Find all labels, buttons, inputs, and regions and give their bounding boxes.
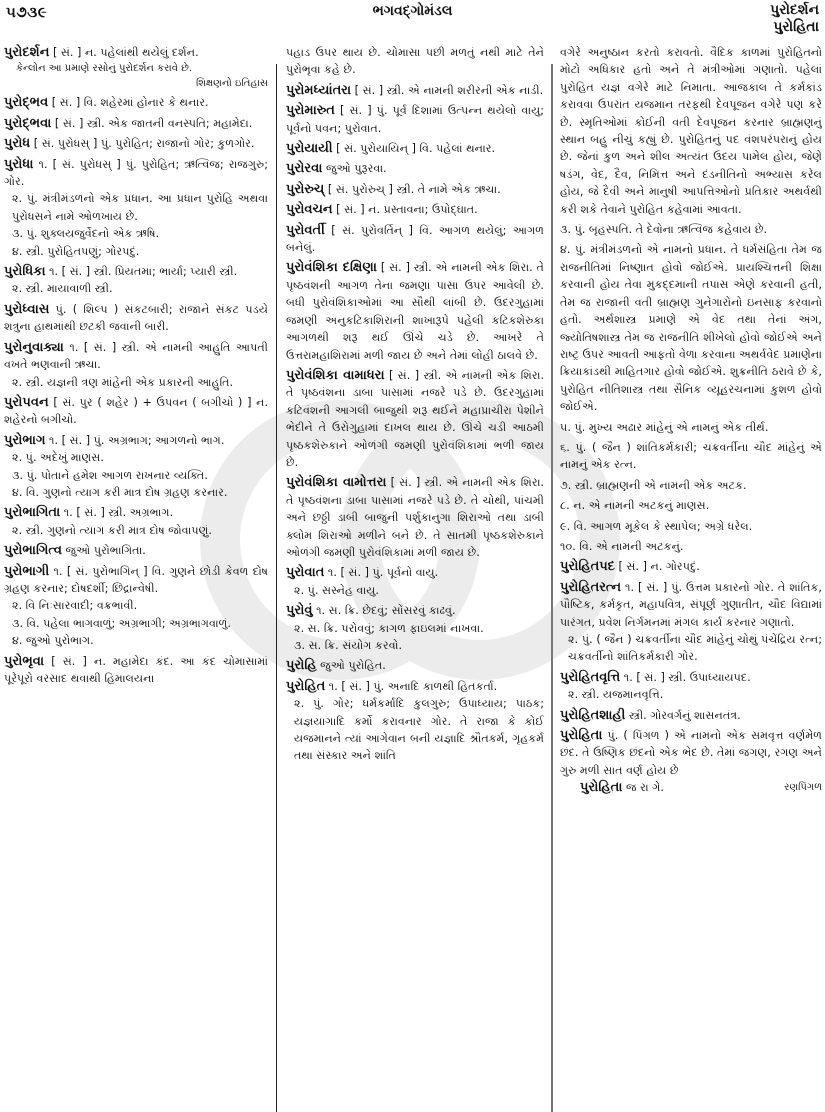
dictionary-entry bbox=[560, 669, 822, 704]
headword: પુરોહિતવૃત્તિ bbox=[560, 669, 621, 685]
headword: પુરોહિ bbox=[286, 658, 317, 674]
sense: ૨. પું. અદેખું માણસ. bbox=[12, 451, 104, 465]
headword: પુરોભૃવા bbox=[4, 653, 45, 669]
definition-text: જુઓ પુરોભાગિતા. bbox=[65, 544, 146, 558]
sense: ૨. સ્ત્રી. યજ્ઞની ત્રણ માંહેની એક પ્રકારની આહુતિ. bbox=[12, 375, 234, 389]
definition-text: ૧. [ સં. ] સ્ત્રી. પ્રિયતમા; ભાર્યા; પ્યારી સ્ત્રી. bbox=[49, 265, 238, 279]
entry-definition bbox=[286, 201, 544, 218]
headword: પુરોવચન bbox=[286, 202, 333, 218]
definition-text: [ સં. ] સ્ત્રી. એ નામની શરીરની એક નાડી. bbox=[354, 83, 544, 97]
headword: પુરોધ bbox=[4, 136, 31, 152]
dictionary-entry bbox=[286, 82, 544, 99]
entry-definition bbox=[286, 657, 544, 674]
sense: ૨. સ્ત્રી. ગુણનો ત્યાગ કરી માત્ર દોષ જોવાપણું. bbox=[12, 523, 212, 537]
definition-text: ૧. [ સં. પુરોભાગિન્ ] વિ. ગુણને છોડી કેવળ દોષ ગ્રહણ કરનાર; દોષદર્શી; છિદ્રાન્વેષી. bbox=[4, 564, 268, 595]
dictionary-entry bbox=[4, 542, 268, 559]
dictionary-entry bbox=[4, 432, 268, 502]
headword: પુરોવંશિકા વામાધરા bbox=[286, 367, 385, 383]
headword: પુરોવંશિકા દક્ષિણા bbox=[286, 260, 377, 276]
dictionary-entry bbox=[286, 259, 544, 363]
entry-definition bbox=[286, 102, 544, 137]
definition-text: સ્ત્રી. ગોરવર્ગનું શાસનતંત્ર. bbox=[628, 708, 741, 722]
sense: ૩. પું. પોતાને હમેશ આગળ રાખનાર વ્યક્તિ. bbox=[12, 468, 208, 482]
sense: ૨. સ્ત્રી. યજમાનવૃત્તિ. bbox=[568, 688, 664, 702]
sense: ૩. સ. ક્રિ. સંયોગ કરવો. bbox=[294, 639, 403, 652]
page-number: ૫૭૩૯ bbox=[6, 3, 48, 21]
sense: ૪. જુઓ પુરોભાગ. bbox=[12, 634, 94, 648]
entry-definition bbox=[286, 678, 544, 695]
headword: પુરોહિતા bbox=[560, 728, 603, 744]
entry-definition bbox=[4, 263, 268, 280]
definition-text: [ સં. ] સ્ત્રી. એ નામની એક શિરા. તે પૃષ્ઠવંશની આગળ તેના જમણા પાસા ઉપર આવેલી છે. બધી પુરોવંશિકાઓમાં આ સૌથી લાંબી છે. ઉદરગુહામાં જમણી અનુકટિકાશિરાની શાખારૂપે પહેલી કટિકશેરુકા આગળથી શરૂ થઈ ઊંચે ચડે છે. આખરે તે ઉત્તરામહાશિરામાં મળી જાય છે અને તેમાં લોહી ઠાલવે છે. bbox=[286, 261, 544, 362]
headword: પુરોભાગિતા bbox=[4, 505, 61, 521]
entry-definition bbox=[286, 367, 544, 471]
dictionary-entry bbox=[4, 301, 268, 336]
sense: ૩. વિ. પહેલા ભાગવાળું; અગ્રભાગી; અગ્રભાગવાળું. bbox=[12, 616, 231, 630]
sense: ૪. વિ. ગુણનો ત્યાગ કરી માત્ર દોષ ગ્રહણ કરનાર. bbox=[12, 485, 228, 499]
book-title: ભગવદ્ગોમંડલ bbox=[372, 3, 453, 19]
definition-text: ૧. [ સં. ] સ્ત્રી. ઉપાધ્યાયપદ. bbox=[623, 670, 751, 684]
definition-text: [ સં. ] ન. પહેલાંથી થયેલું દર્શન. bbox=[52, 46, 199, 59]
definition-text: [ સં. પુરોધસ્ ] પું. પુરોહિત; રાજાનો ગોર; કુળગોર. bbox=[33, 137, 255, 151]
dictionary-entry bbox=[286, 657, 544, 674]
dictionary-entry bbox=[4, 263, 268, 298]
definition-text: [ સં. ] વિ. શહેરમાં હોનાર કે થનાર. bbox=[51, 96, 209, 110]
verse-source: રણપિંગળ bbox=[784, 782, 822, 794]
entry-definition bbox=[4, 94, 268, 111]
definition-text: [ સં. ] ન. મહામેદા કંદ. આ કંદ ચોમાસામાં પૂરેપૂરો વરસાદ થવાથી હિમાલયના bbox=[4, 654, 268, 685]
headword: પુરોભાગ bbox=[4, 432, 46, 448]
definition-text: ૧. [ સં. ] પું. અગ્રભાગ; આગળનો ભાગ. bbox=[49, 433, 225, 447]
sense: ૮. ન. એ નામની અટકનું માણસ. bbox=[560, 499, 710, 513]
dictionary-entry bbox=[4, 394, 268, 429]
verse-text: જ રા ગે. bbox=[625, 781, 664, 795]
sense: ૨. સ. ક્રિ. પરોવવું; કાગળ ફાઇલમાં નાખવા. bbox=[294, 621, 484, 635]
definition-text: [ સં. ] સ્ત્રી. એ નામની એક શિરા. તે પૃષ્ઠવંશના ડાબા પાસામાં નજરે પડે છે. તે ચોથી, પાંચમી અને છઠ્ઠી ડાબી બાજુની પર્શુકાનુગા શિરાઓ તથા ડાબી ક્લોમ શિરાઓ મળીને બને છે. તે સાતમી પૃષ્ઠકશેરુકાને ઓળંગી જમણી પુરોવંશિકામાં મળી જાય છે. bbox=[286, 476, 544, 559]
definition-text: [ સં. ] સ્ત્રી. એ નામની એક શિરા. તે પૃષ્ઠવંશના ડાબા પાસામાં નજરે પડે છે. ઉદરગુહામાં કટિવંશની આગલી બાજુથી શરૂ થઈને મહાપ્રાચીરા પેશીને ભેદીને તે ઉરોગુહામાં દાખલ થાય છે. ઊંચે ચડી આઠમી પૃષ્ઠકશેરુકાને ઓળંગી જમણી પુરોવંશિકામાં ભળી જાય છે. bbox=[286, 368, 544, 469]
headword: પુરોદર્શન bbox=[4, 45, 50, 60]
entry-definition bbox=[560, 727, 822, 779]
entry-definition bbox=[560, 558, 822, 575]
citation-source: શિક્ષણનો ઇતિહાસ bbox=[195, 78, 268, 90]
dictionary-entry bbox=[286, 181, 544, 198]
sense: ૭. સ્ત્રી. બ્રાહ્મણની એ નામની એક અટક. bbox=[560, 478, 747, 492]
definition-text: ૧. સ. ક્રિ. છેદવું; સોંસરવું કાઢવું. bbox=[316, 604, 456, 618]
dictionary-entry bbox=[4, 115, 268, 132]
dictionary-entry bbox=[286, 367, 544, 471]
entry-definition bbox=[4, 542, 268, 559]
dictionary-entry bbox=[286, 222, 544, 257]
column-2 bbox=[286, 44, 544, 1112]
definition-text: ૧. [ સં. ] સ્ત્રી. અગ્રભાગ. bbox=[63, 506, 174, 520]
entry-definition bbox=[4, 394, 268, 429]
citation-quote: કેન્લોન આ પ્રમાણે રસોનું પુરોદર્શન કરાવે છે. bbox=[16, 63, 193, 75]
continued-text: પહાડ ઉપર થાય છે. ચોમાસા પછી મળતું નથી માટે તેને પુરોભૃવા કહે છે. bbox=[286, 46, 544, 77]
definition-text: [ સં. ] પું. પૂર્વ દિશામાં ઉત્પન્ન થયેલો વાયુ; પૂર્વનો પવન; પુરોવાત. bbox=[286, 104, 544, 135]
headword: પુરોવંશિકા વામોત્તરા bbox=[286, 475, 387, 491]
guide-words bbox=[770, 2, 819, 36]
sense: ૨. વિ નિઃસારવાદી; વક્રભાવી. bbox=[12, 599, 138, 613]
entry-definition bbox=[286, 140, 544, 157]
entry-definition bbox=[286, 82, 544, 99]
headword: પુરોયાયી bbox=[286, 141, 333, 157]
headword: પુરોવું bbox=[286, 603, 313, 619]
entry-definition bbox=[4, 339, 268, 374]
headword: પુરોભાગી bbox=[4, 563, 50, 579]
sense: ૬. પું. ( જૈન ) શાંતિકર્મકારી; ચક્રવર્તીના ચૌદ માંહેનું એ નામનું એક રત્ન. bbox=[560, 440, 822, 472]
headword: પુરોનુવાક્યા bbox=[4, 339, 64, 355]
verse-headword: પુરોહિતા bbox=[580, 780, 623, 796]
dictionary-entry bbox=[560, 579, 822, 666]
headword: પુરોરુચ્ bbox=[286, 181, 325, 197]
entry-definition bbox=[4, 115, 268, 132]
entry-definition bbox=[4, 156, 268, 191]
entry-definition bbox=[4, 432, 268, 449]
definition-text: [ સં. ] સ્ત્રી. એક જાતની વનસ્પતિ; મહામેદા. bbox=[54, 116, 253, 130]
definition-text: જુઓ પુરોહિત. bbox=[320, 659, 386, 673]
definition-text: [ સં. ] ન. ગોરપદું. bbox=[618, 560, 700, 574]
definition-text: પું. ( પિંગળ ) એ નામનો એક સમવૃત્ત વર્ણમેળ છંદ. તે ઉષ્ણિક છંદનો એક ભેદ છે. તેમાં જગણ, રગણ અને ગુરુ મળી સાત વર્ણ હોય છે bbox=[560, 729, 822, 777]
dictionary-columns bbox=[0, 44, 825, 1112]
sense: ૪. પું. મંત્રીમંડળનો એ નામનો પ્રધાન. તે ધર્મસંહિતા તેમ જ રાજનીતિમાં નિષ્ણાત હોવો જોઈએ. પ્રાયશ્ચિત્તની શિક્ષા કરવાની હોય તેવા મુકદ્દમાની તપાસ એણે કરવાની હતી, તેમ જ રાજાની વતી બ્રાહ્મણ ગુનેગારોનો ઇનસાફ કરવાનો હતો. અર્થશાસ્ત્ર પ્રમાણે એ વેદ તથા તેનાં અંગ, જ્યોતિષશાસ્ત્ર તેમ જ રાજનીતિ શીખેલો હોવો જોઈએ અને રાષ્ટ્ર ઉપર આવતી આફતો વેળા કરવાના અથર્વવેદ પ્રમાણેના ક્રિયાકાંડથી માહિતગાર હોવો જોઈએ. શુક્રનીતિ ઠરાવે છે કે, પુરોહિત નીતિશાસ્ત્ર તથા સૈનિક વ્યૂહરચનામાં કુશળ હોવો જોઈએ. bbox=[560, 243, 822, 414]
headword: પુરોરવા bbox=[286, 161, 323, 177]
entry-definition bbox=[4, 44, 268, 61]
definition-text: [ સં. પુરોયાયિન્ ] વિ. પહેલાં થનાર. bbox=[336, 142, 496, 156]
dictionary-entry bbox=[286, 160, 544, 177]
definition-text: ૧. [ સં. ] પું. પૂર્વનો વાયુ. bbox=[327, 566, 439, 580]
headword: પુરોપવન bbox=[4, 394, 49, 410]
dictionary-entry bbox=[286, 678, 544, 765]
definition-text: [ સં. પુર ( શહેર ) + ઉપવન ( બગીચો ) ] ન. શહેરનો બગીચો. bbox=[4, 395, 268, 427]
entry-definition bbox=[286, 181, 544, 198]
headword: પુરોધા bbox=[4, 156, 34, 172]
headword: પુરોહિતરત્ન bbox=[560, 579, 622, 595]
sense: ૧૦. વિ. એ નામની અટકનું. bbox=[560, 539, 684, 553]
headword: પુરોહિત bbox=[286, 678, 326, 694]
guide-word-last: પુરોહિતા bbox=[773, 19, 819, 35]
verse-example bbox=[560, 779, 822, 796]
sense: ૩. પું. બૃહસ્પતિ. તે દેવોના ઋત્વિજ કહેવાય છે. bbox=[560, 223, 768, 237]
headword: પુરોહિતશાહી bbox=[560, 707, 626, 723]
column-divider bbox=[276, 64, 277, 1112]
entry-definition bbox=[560, 579, 822, 631]
dictionary-entry bbox=[4, 94, 268, 111]
headword: પુરોવર્તી bbox=[286, 222, 325, 238]
dictionary-entry bbox=[4, 135, 268, 152]
entry-definition bbox=[560, 669, 822, 686]
dictionary-entry bbox=[4, 156, 268, 260]
dictionary-entry bbox=[286, 602, 544, 654]
dictionary-entry bbox=[286, 102, 544, 137]
entry-definition bbox=[286, 222, 544, 257]
dictionary-entry bbox=[286, 201, 544, 218]
definition-text: પું. ( શિલ્પ ) સંકટબારી; રાજાને સંકટ પડયે શત્રુના હાથમાંથી છટકી જવાની બારી. bbox=[4, 302, 268, 334]
sense: ૪. સ્ત્રી. પુરોહિતપણું; ગોરપદું. bbox=[12, 244, 140, 258]
entry-definition bbox=[4, 563, 268, 598]
entry-definition bbox=[4, 504, 268, 521]
dictionary-entry bbox=[286, 474, 544, 561]
entry-definition bbox=[286, 160, 544, 177]
definition-text: ૧. [ સં. પુરોધસ્ ] પું. પુરોહિત; ઋત્વિજ; રાજગુરુ; ગોર. bbox=[4, 157, 268, 189]
entry-definition bbox=[560, 707, 822, 724]
headword: પુરોદ્ભવ bbox=[4, 95, 49, 111]
entry-definition bbox=[286, 474, 544, 561]
guide-word-first: પુરોદર્શન bbox=[770, 2, 819, 18]
sense: ૯. વિ. આગળ મૂકેલ કે સ્થાપેલ; અગ્રે ધરેલ. bbox=[560, 519, 753, 533]
definition-text: ૧. [ સં. ] પું. અનાદિ કાળથી હિતકર્તા. bbox=[328, 679, 498, 693]
headword: પુરોહિતપદ bbox=[560, 559, 615, 575]
headword: પુરોધિકા bbox=[4, 264, 46, 280]
definition-text: [ સં. પુરોવર્તિન્ ] વિ. આગળ થયેલું; આગળ બનેલું. bbox=[286, 223, 544, 255]
column-divider bbox=[551, 64, 553, 1112]
column-3 bbox=[560, 44, 822, 1112]
entry-definition bbox=[286, 564, 544, 581]
dictionary-entry bbox=[560, 558, 822, 575]
entry-definition bbox=[286, 259, 544, 363]
entry-definition bbox=[4, 653, 268, 688]
sense: ૨. સ્ત્રી. માયાવાળી સ્ત્રી. bbox=[12, 282, 113, 296]
continued-text: વગેરે અનુષ્ઠાન કરતો કરાવતો. વૈદિક કાળમાં પુરોહિતનો મોટો અધિકાર હતો અને તે મંત્રીઓમાં ગણાતો. પહેલાં પુરોહિત યજ્ઞ વગેરે માટે નિમાતા. આજકાલ તે કર્મકાંડ કરાવવા ઉપરાંત યજમાન તરફથી દેવપૂજન વગેરે પણ કરે છે. સ્મૃતિઓમાં કોઈની વતી દેવપૂજન કરનાર બ્રાહ્મણનું સ્થાન બહુ નીચું કહ્યું છે. પુરોહિતનું પદ વંશપરંપરાનું હોય છે. જેનાં કુળ અને શીલ અત્યંત ઉદય પામેલ હોય, જેણે ષડંગ, વેદ, દૈવ, નિમિત્ત અને દંડનીતિનો અભ્યાસ કરેલ હોય, જે દૈવી અને માનુષી આપત્તિઓનો પ્રતિકાર અથર્વથી કરી શકે તેવાને પુરોહિત કહેવામાં આવતા. bbox=[560, 46, 822, 216]
headword: પુરોભાગિત્વ bbox=[4, 543, 62, 559]
entry-definition bbox=[4, 135, 268, 152]
sense: ૫. પું. મુખ્ય અઢાર માંહેનું એ નામનું એક તીર્થ. bbox=[560, 420, 769, 434]
headword: પુરોદ્ભવા bbox=[4, 115, 52, 131]
dictionary-entry bbox=[4, 44, 268, 91]
column-1 bbox=[4, 44, 268, 1112]
dictionary-entry bbox=[286, 140, 544, 157]
page-header bbox=[0, 0, 825, 44]
sense: ૨. પું. ગોર; ધર્મકર્માદિ કુલગુરુ; ઉપાધ્યાય; પાઠક; યજ્ઞયાગાદિ કર્મો કરાવનાર ગોર. તે રાજા કે કોઈ યજમાનને ત્યાં આગેવાન બની યજ્ઞાદિ શ્રૌતકર્મ, ગૃહકર્મ તથા સંસ્કાર અને શાંતિ bbox=[294, 697, 544, 763]
dictionary-entry bbox=[560, 707, 822, 724]
sense: ૩. પું. શુક્લયજુર્વેદનો એક ઋષિ. bbox=[12, 227, 160, 241]
sense: ૨. પું. ( જૈન ) ચક્રવર્તીના ચૌદ માંહેનું ચોથું પંચેંદ્રિય રત્ન; ચક્રવર્તીનો શાંતિકર્મકારી ગોર. bbox=[568, 633, 822, 664]
definition-text: ૧. [ સં. ] સ્ત્રી. એ નામની આહુતિ આપતી વખતે ભણવાની ઋચા. bbox=[4, 340, 268, 372]
headword: પુરોધ્વાસ bbox=[4, 301, 50, 317]
definition-text: [ સં. ] ન. પ્રસ્તાવના; ઉપોદ્ઘાત. bbox=[336, 203, 478, 217]
dictionary-entry bbox=[4, 653, 268, 688]
sense: ૨. પું. સસ્નેહ વાયુ. bbox=[294, 583, 379, 597]
entry-definition bbox=[286, 602, 544, 619]
headword: પુરોમધ્યાંતરા bbox=[286, 82, 352, 98]
dictionary-entry bbox=[286, 564, 544, 599]
sense: ૨. પું. મંત્રીમંડળનો એક પ્રધાન. આ પ્રધાન પુરોહિ અથવા પુરોધસને નામે ઓળખાય છે. bbox=[12, 192, 268, 223]
definition-text: ૧. [ સં. ] પું. ઉત્તમ પ્રકારનો ગોર. તે શાંતિક, પૌષ્ટિક, કર્મકૃત, મહાપવિત્ર, સંપૂર્ણ ગુણાતીત, ચૌદ વિદ્યામાં પારંગત, પ્રવેશ નિર્ગમનમાં મંગલ કાર્ય કરનાર ગણાતો. bbox=[560, 580, 822, 629]
entry-definition bbox=[4, 301, 268, 336]
dictionary-entry bbox=[4, 563, 268, 650]
headword: પુરોમારુત bbox=[286, 103, 335, 119]
dictionary-entry bbox=[560, 727, 822, 797]
headword: પુરોવાત bbox=[286, 565, 325, 581]
dictionary-entry bbox=[4, 339, 268, 391]
definition-text: જુઓ પુરૂરવા. bbox=[325, 162, 387, 176]
definition-text: [ સં. પુરોરુચ્ ] સ્ત્રી. તે નામે એક ઋચા. bbox=[327, 182, 501, 196]
dictionary-entry bbox=[4, 504, 268, 539]
